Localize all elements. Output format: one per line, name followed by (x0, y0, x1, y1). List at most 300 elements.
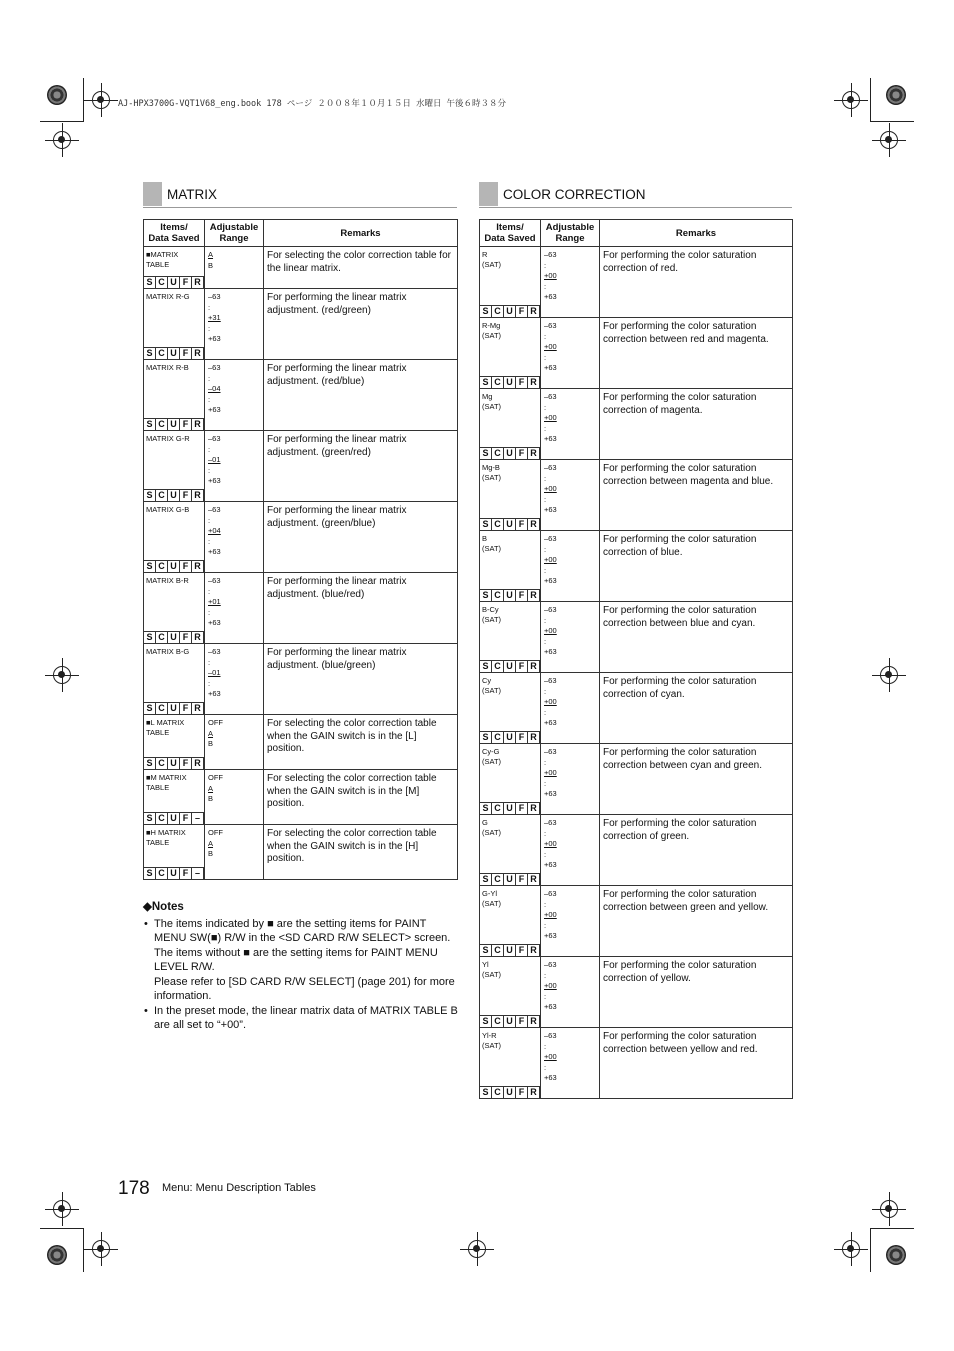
data-saved-flag: C (492, 589, 504, 601)
range-value: –63 (544, 1031, 557, 1040)
range-value: : (544, 849, 547, 859)
range-value: +63 (544, 505, 557, 514)
data-saved-flag: F (516, 1086, 528, 1098)
range-value: +63 (544, 292, 557, 301)
registration-mark-icon (880, 666, 898, 684)
data-saved-flag: U (504, 944, 516, 956)
range-value: B (208, 739, 214, 748)
item-name: G (SAT) (482, 818, 502, 837)
data-saved-flags (480, 518, 540, 530)
data-saved-flag: F (516, 1015, 528, 1027)
range-value: : (208, 657, 211, 667)
range-value: +63 (544, 789, 557, 798)
range-value: –63 (544, 534, 557, 543)
data-saved-flags (144, 867, 204, 879)
remarks-cell (600, 957, 793, 1028)
data-saved-flag: U (504, 305, 516, 317)
range-value: : (544, 352, 547, 362)
data-saved-flag: S (144, 631, 156, 643)
data-saved-flag: F (180, 418, 192, 430)
registration-mark-icon (92, 91, 110, 109)
data-saved-flag: F (516, 305, 528, 317)
remarks-cell (600, 744, 793, 815)
data-saved-flag: F (516, 660, 528, 672)
range-value: –63 (544, 676, 557, 685)
data-saved-flag: F (180, 867, 192, 879)
item-name: R (SAT) (482, 250, 502, 269)
range-header-label: Adjustable Range (545, 222, 595, 244)
range-value: : (544, 423, 547, 433)
range-value: –63 (544, 321, 557, 330)
remarks-cell (600, 1028, 793, 1099)
data-saved-flag: – (192, 812, 204, 824)
range-value: +31 (208, 313, 221, 322)
range-cell (205, 431, 264, 502)
remarks-text: For performing the color saturation correction between red and magenta. (603, 321, 769, 345)
remarks-cell (600, 247, 793, 318)
data-saved-flag: F (516, 376, 528, 388)
item-cell (480, 744, 541, 815)
range-value: A (208, 783, 214, 793)
range-cell (541, 318, 600, 389)
data-saved-flag: F (516, 447, 528, 459)
remarks-cell (600, 531, 793, 602)
item-cell (480, 957, 541, 1028)
item-cell (480, 673, 541, 744)
item-cell (480, 815, 541, 886)
data-saved-flag: S (480, 660, 492, 672)
items-header-label: Items/ Data Saved (484, 222, 536, 244)
table-row (144, 360, 458, 431)
remarks-text: For performing the color saturation correction of red. (603, 250, 757, 274)
data-saved-flag: U (168, 702, 180, 714)
range-value: –63 (208, 363, 221, 372)
data-saved-flag: F (516, 944, 528, 956)
section-title: COLOR CORRECTION (503, 186, 646, 202)
data-saved-flag: R (192, 702, 204, 714)
range-value: : (544, 402, 547, 412)
data-saved-flag: S (144, 702, 156, 714)
remarks-text: For performing the color saturation correction between green and yellow. (603, 889, 769, 913)
data-saved-flag: F (180, 276, 192, 288)
range-value: +63 (544, 1002, 557, 1011)
data-saved-flags (480, 944, 540, 956)
data-saved-flags (144, 631, 204, 643)
range-value: –63 (208, 576, 221, 585)
table-row (144, 573, 458, 644)
range-value: : (544, 778, 547, 788)
data-saved-flag: R (528, 802, 540, 814)
range-cell (541, 602, 600, 673)
data-saved-flag: U (168, 347, 180, 359)
range-value: –63 (208, 505, 221, 514)
range-value: +00 (544, 839, 557, 848)
data-saved-flag: F (516, 731, 528, 743)
item-name: Yl (SAT) (482, 960, 502, 979)
remarks-cell (264, 715, 458, 770)
data-saved-flags (480, 305, 540, 317)
range-value: : (208, 586, 211, 596)
range-value: –63 (544, 605, 557, 614)
data-saved-flags (144, 276, 204, 288)
range-value: +00 (544, 697, 557, 706)
data-saved-flag: F (180, 560, 192, 572)
data-saved-flag: S (144, 418, 156, 430)
range-value: –01 (208, 455, 221, 464)
item-name: Cy-G (SAT) (482, 747, 502, 766)
data-saved-flags (144, 757, 204, 769)
data-saved-flag: U (504, 731, 516, 743)
table-row (144, 431, 458, 502)
data-saved-flag: U (168, 631, 180, 643)
range-value: : (544, 473, 547, 483)
item-name: ■L MATRIX TABLE (146, 718, 185, 737)
range-value: : (544, 565, 547, 575)
col-header-range (541, 220, 600, 247)
range-value: : (544, 899, 547, 909)
remarks-cell (264, 360, 458, 431)
remarks-cell (264, 770, 458, 825)
crop-mark (870, 121, 914, 122)
data-saved-flag: C (156, 812, 168, 824)
data-saved-flag: S (480, 1015, 492, 1027)
item-name: MATRIX R-B (146, 363, 189, 372)
range-value: : (544, 828, 547, 838)
range-cell (541, 815, 600, 886)
item-cell (480, 247, 541, 318)
data-saved-flag: S (144, 347, 156, 359)
range-value: : (208, 678, 211, 688)
remarks-text: For performing the linear matrix adjustment. (red/green) (267, 292, 407, 316)
data-saved-flag: F (516, 589, 528, 601)
remarks-cell (600, 815, 793, 886)
table-row (480, 886, 793, 957)
item-cell (144, 431, 205, 502)
data-saved-flag: R (192, 757, 204, 769)
range-value: +00 (544, 981, 557, 990)
remarks-cell (600, 389, 793, 460)
color-bar-target-icon (886, 1245, 906, 1265)
range-value: : (544, 281, 547, 291)
registration-mark-icon (880, 1200, 898, 1218)
item-cell (480, 1028, 541, 1099)
data-saved-flag: S (144, 276, 156, 288)
data-saved-flag: F (180, 347, 192, 359)
table-row (144, 644, 458, 715)
notes (143, 900, 458, 1033)
matrix-table (143, 219, 458, 880)
col-header-items (144, 220, 205, 247)
range-header-label: Adjustable Range (209, 222, 259, 244)
data-saved-flag: R (528, 518, 540, 530)
table-row (480, 531, 793, 602)
registration-mark-icon (92, 1240, 110, 1258)
data-saved-flag: S (144, 867, 156, 879)
col-header-range (205, 220, 264, 247)
data-saved-flag: U (504, 447, 516, 459)
range-cell (541, 247, 600, 318)
data-saved-flag: S (480, 1086, 492, 1098)
range-value: +63 (208, 405, 221, 414)
range-value: +00 (544, 413, 557, 422)
item-cell (480, 602, 541, 673)
item-cell (480, 531, 541, 602)
data-saved-flags (144, 812, 204, 824)
registration-mark-icon (468, 1240, 486, 1258)
table-row (144, 289, 458, 360)
item-cell (480, 886, 541, 957)
item-name: MATRIX B-R (146, 576, 189, 585)
data-saved-flag: S (480, 873, 492, 885)
registration-mark-icon (53, 131, 71, 149)
col-header-remarks: Remarks (600, 220, 793, 247)
data-saved-flag: S (480, 447, 492, 459)
data-saved-flag: S (144, 812, 156, 824)
data-saved-flag: U (168, 418, 180, 430)
range-value: A (208, 250, 214, 259)
data-saved-flag: R (192, 631, 204, 643)
remarks-text: For selecting the color correction table when the GAIN switch is in the [L] position. (267, 718, 437, 754)
crop-mark (40, 1228, 84, 1229)
remarks-text: For selecting the color correction table when the GAIN switch is in the [M] position. (267, 773, 437, 809)
remarks-text: For performing the color saturation correction between magenta and blue. (603, 463, 774, 487)
range-value: +63 (208, 334, 221, 343)
data-saved-flag: U (168, 757, 180, 769)
data-saved-flag: R (528, 660, 540, 672)
item-name: ■M MATRIX TABLE (146, 773, 187, 792)
remarks-text: For performing the linear matrix adjustment. (red/blue) (267, 363, 407, 387)
range-value: +63 (544, 931, 557, 940)
color-bar-target-icon (47, 85, 67, 105)
data-saved-flags (144, 560, 204, 572)
remarks-cell (264, 247, 458, 289)
data-saved-flag: R (192, 276, 204, 288)
data-saved-flag: C (492, 447, 504, 459)
range-value: : (544, 757, 547, 767)
item-name: MATRIX G-B (146, 505, 190, 514)
data-saved-flag: R (528, 731, 540, 743)
data-saved-flag: C (156, 276, 168, 288)
item-name: R-Mg (SAT) (482, 321, 502, 340)
remarks-cell (264, 573, 458, 644)
data-saved-flag: F (180, 702, 192, 714)
range-value: : (544, 494, 547, 504)
item-cell (144, 247, 205, 289)
item-name: ■H MATRIX TABLE (146, 828, 186, 847)
range-value: : (544, 260, 547, 270)
remarks-text: For performing the linear matrix adjustment. (blue/red) (267, 576, 407, 600)
data-saved-flag: C (492, 305, 504, 317)
item-cell (480, 389, 541, 460)
data-saved-flag: F (516, 518, 528, 530)
range-value: : (544, 970, 547, 980)
data-saved-flag: S (144, 489, 156, 501)
remarks-cell (264, 825, 458, 880)
range-cell (205, 825, 264, 880)
range-cell (541, 1028, 600, 1099)
range-value: +63 (208, 689, 221, 698)
range-cell (205, 502, 264, 573)
range-value: : (208, 394, 211, 404)
range-value: +00 (544, 555, 557, 564)
print-info: AJ-HPX3700G-VQT1V68_eng.book 178 ページ ２００８年１０月１５日 水曜日 午後６時３８分 (118, 99, 507, 109)
table-row (144, 715, 458, 770)
data-saved-flag: C (492, 1086, 504, 1098)
range-cell (541, 744, 600, 815)
data-saved-flag: C (492, 873, 504, 885)
range-value: +63 (544, 647, 557, 656)
data-saved-flag: S (144, 757, 156, 769)
range-cell (205, 770, 264, 825)
item-name: Mg (SAT) (482, 392, 502, 411)
item-cell (144, 360, 205, 431)
range-value: : (544, 1062, 547, 1072)
note-item: • In the preset mode, the linear matrix data of MATRIX TABLE B are all set to “+00”. (143, 1004, 458, 1033)
data-saved-flags (480, 873, 540, 885)
data-saved-flags (480, 1015, 540, 1027)
data-saved-flag: R (528, 1086, 540, 1098)
remarks-text: For performing the color saturation correction between cyan and green. (603, 747, 762, 771)
table-row (480, 389, 793, 460)
data-saved-flag: U (168, 276, 180, 288)
range-value: –63 (544, 747, 557, 756)
data-saved-flag: U (504, 1015, 516, 1027)
range-cell (541, 886, 600, 957)
range-value: –63 (544, 392, 557, 401)
data-saved-flags (480, 802, 540, 814)
data-saved-flag: U (168, 867, 180, 879)
data-saved-flag: C (492, 731, 504, 743)
range-value: : (208, 536, 211, 546)
item-cell (144, 573, 205, 644)
data-saved-flag: U (168, 489, 180, 501)
range-cell (205, 644, 264, 715)
crop-mark (870, 78, 871, 122)
footer-text: Menu: Menu Description Tables (162, 1182, 316, 1194)
table-row (480, 744, 793, 815)
item-cell (144, 502, 205, 573)
item-name: G-Yl (SAT) (482, 889, 502, 908)
remarks-text: For performing the color saturation correction of cyan. (603, 676, 757, 700)
data-saved-flag: R (528, 305, 540, 317)
item-cell (480, 318, 541, 389)
range-value: +01 (208, 597, 221, 606)
range-value: +00 (544, 484, 557, 493)
data-saved-flags (480, 660, 540, 672)
data-saved-flag: R (192, 489, 204, 501)
range-value: +63 (544, 576, 557, 585)
table-row (480, 1028, 793, 1099)
registration-mark-icon (880, 131, 898, 149)
item-name: B-Cy (SAT) (482, 605, 502, 624)
data-saved-flag: U (168, 812, 180, 824)
data-saved-flag: S (480, 518, 492, 530)
color-correction-table (479, 219, 793, 1099)
range-value: : (208, 323, 211, 333)
range-cell (205, 360, 264, 431)
range-cell (541, 673, 600, 744)
table-row (480, 460, 793, 531)
data-saved-flag: U (504, 1086, 516, 1098)
col-header-remarks: Remarks (264, 220, 458, 247)
data-saved-flags (144, 347, 204, 359)
item-name: Cy (SAT) (482, 676, 502, 695)
diamond-icon: ◆ (143, 901, 152, 913)
data-saved-flags (144, 489, 204, 501)
data-saved-flags (480, 376, 540, 388)
range-value: : (208, 607, 211, 617)
data-saved-flag: F (516, 873, 528, 885)
data-saved-flag: S (480, 802, 492, 814)
matrix-section-header (143, 181, 457, 208)
remarks-text: For performing the linear matrix adjustment. (blue/green) (267, 647, 407, 671)
data-saved-flag: U (504, 873, 516, 885)
range-value: : (544, 991, 547, 1001)
range-value: B (208, 794, 214, 803)
data-saved-flags (144, 702, 204, 714)
data-saved-flag: F (180, 489, 192, 501)
range-value: : (208, 444, 211, 454)
range-cell (541, 531, 600, 602)
data-saved-flags (480, 589, 540, 601)
table-row (144, 825, 458, 880)
range-cell (205, 715, 264, 770)
item-cell (144, 644, 205, 715)
data-saved-flag: U (168, 560, 180, 572)
range-value: +63 (208, 476, 221, 485)
range-value: : (208, 515, 211, 525)
data-saved-flag: C (156, 560, 168, 572)
item-name: B (SAT) (482, 534, 502, 553)
data-saved-flag: C (492, 802, 504, 814)
table-row (480, 247, 793, 318)
remarks-cell (600, 318, 793, 389)
data-saved-flag: S (480, 376, 492, 388)
range-value: : (544, 615, 547, 625)
table-row (480, 957, 793, 1028)
item-cell (144, 715, 205, 770)
remarks-text: For performing the color saturation correction of green. (603, 818, 757, 842)
range-value: +00 (544, 271, 557, 280)
range-value: –63 (544, 463, 557, 472)
range-value: +63 (544, 1073, 557, 1082)
table-row (144, 502, 458, 573)
range-value: +00 (544, 342, 557, 351)
range-value: +63 (544, 434, 557, 443)
data-saved-flag: R (528, 1015, 540, 1027)
range-value: +00 (544, 626, 557, 635)
item-name: MATRIX G-R (146, 434, 190, 443)
range-value: –63 (544, 818, 557, 827)
notes-title: Notes (151, 901, 184, 913)
color-bar-target-icon (886, 85, 906, 105)
table-row (480, 602, 793, 673)
data-saved-flag: F (180, 631, 192, 643)
range-cell (205, 289, 264, 360)
data-saved-flag: R (528, 589, 540, 601)
range-value: A (208, 728, 214, 738)
data-saved-flag: S (480, 589, 492, 601)
remarks-cell (600, 602, 793, 673)
range-value: +00 (544, 910, 557, 919)
remarks-text: For performing the color saturation correction of blue. (603, 534, 757, 558)
table-row (480, 673, 793, 744)
data-saved-flag: R (528, 944, 540, 956)
notes-heading (143, 900, 458, 915)
range-value: +04 (208, 526, 221, 535)
data-saved-flag: S (480, 305, 492, 317)
data-saved-flag: C (156, 757, 168, 769)
